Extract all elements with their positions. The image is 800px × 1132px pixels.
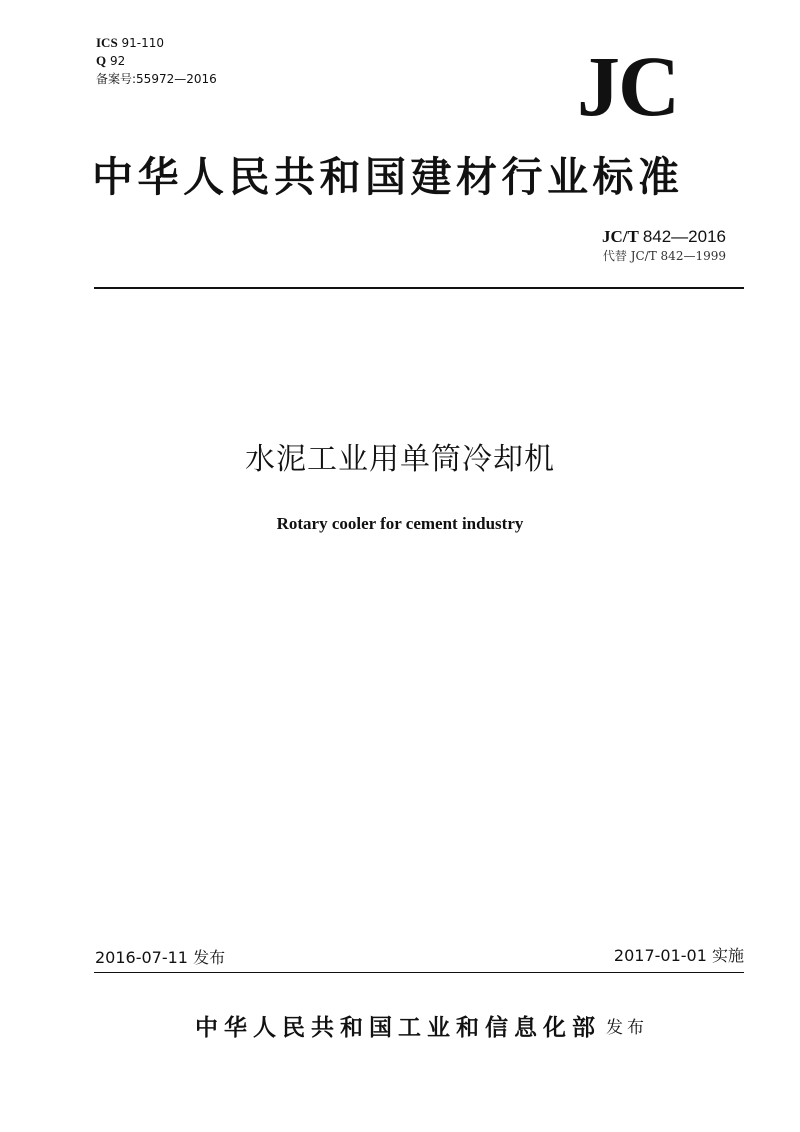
classification-label: Q <box>96 53 107 68</box>
standard-number <box>602 227 726 247</box>
record-number: 备案号:55972—2016 <box>96 72 217 86</box>
classification-value: 92 <box>109 54 126 68</box>
standard-code: JC/T <box>602 227 639 246</box>
header-divider <box>94 287 744 289</box>
document-title-chinese: 水泥工业用单筒冷却机 <box>245 442 555 477</box>
classification-code <box>96 52 125 70</box>
ics-value: 91-110 <box>121 36 165 50</box>
document-title-english: Rotary cooler for cement industry <box>276 514 524 533</box>
jc-logo: JC <box>577 38 679 134</box>
footer-divider <box>94 972 744 973</box>
standard-year-number: 842—2016 <box>642 227 726 246</box>
standard-type-title: 中华人民共和国建材行业标准 <box>92 153 684 201</box>
issue-date: 2016-07-11 发布 <box>95 948 226 967</box>
ics-code <box>96 34 164 52</box>
publisher-name: 中华人民共和国工业和信息化部 <box>195 1014 601 1041</box>
replaces-standard: 代替 JC/T 842—1999 <box>602 249 726 263</box>
effective-date: 2017-01-01 实施 <box>613 946 744 965</box>
ics-label: ICS <box>96 35 118 50</box>
publish-label: 发布 <box>606 1018 648 1038</box>
